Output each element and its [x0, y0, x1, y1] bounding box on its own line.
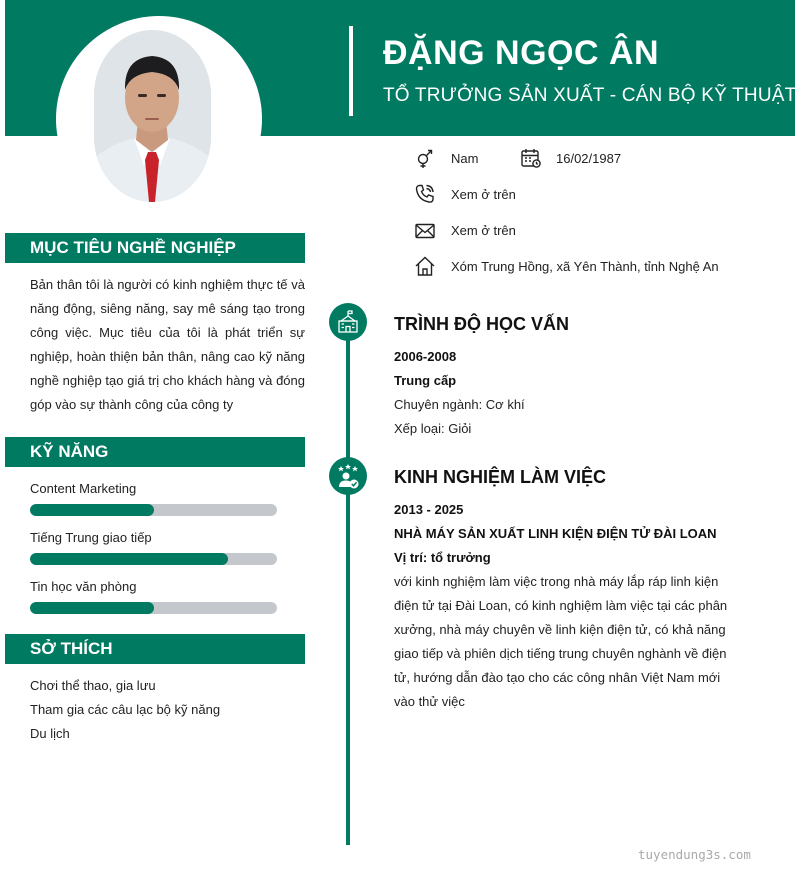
skill-bar-fill	[30, 602, 154, 614]
education-school: Trung cấp	[394, 373, 457, 388]
skill-label: Tin học văn phòng	[30, 579, 137, 594]
skill-bar	[30, 504, 277, 516]
timeline-line	[346, 320, 350, 845]
address-value: Xóm Trung Hồng, xã Yên Thành, tỉnh Nghệ An	[451, 259, 719, 274]
objective-text: Bản thân tôi là người có kinh nghiệm thực tế và năng động, siêng năng, say mê sáng tạo trong công việc. Mục tiêu của tôi là phát triển sự nghiệp, hoàn thiện bản thân, nâng cao kỹ năng nghề nghiệp tạo giá trị cho khách hàng và đóng góp vào sự thành công của công ty	[30, 277, 305, 412]
skill-bar-fill	[30, 504, 154, 516]
calendar-icon	[520, 147, 542, 169]
experience-heading: KINH NGHIỆM LÀM VIỆC	[394, 467, 607, 487]
phone-value: Xem ở trên	[451, 187, 516, 202]
skill-bar	[30, 553, 277, 565]
hobby-item: Tham gia các câu lạc bộ kỹ năng	[30, 702, 221, 717]
watermark: tuyendung3s.com	[638, 847, 751, 862]
hobbies-heading: SỞ THÍCH	[5, 634, 305, 664]
gender-value: Nam	[451, 151, 479, 166]
experience-company: NHÀ MÁY SẢN XUẤT LINH KIỆN ĐIỆN TỬ ĐÀI LOAN	[394, 526, 717, 541]
birthdate-value: 16/02/1987	[556, 151, 622, 166]
skill-label: Content Marketing	[30, 481, 137, 496]
school-icon	[329, 303, 367, 341]
email-icon	[414, 220, 436, 242]
experience-icon	[329, 457, 367, 495]
avatar	[94, 30, 211, 202]
home-icon	[414, 255, 436, 277]
candidate-name: ĐẶNG NGỌC ÂN	[383, 34, 660, 72]
gender-icon	[414, 147, 436, 169]
experience-period: 2013 - 2025	[394, 502, 464, 517]
header-divider	[349, 26, 353, 116]
education-grade: Xếp loại: Giỏi	[394, 421, 472, 436]
skill-label: Tiếng Trung giao tiếp	[30, 530, 152, 545]
skill-bar-fill	[30, 553, 228, 565]
email-value: Xem ở trên	[451, 223, 516, 238]
hobby-item: Du lịch	[30, 726, 70, 741]
experience-position: Vị trí: tổ trưởng	[394, 550, 491, 565]
job-title: TỔ TRƯỞNG SẢN XUẤT - CÁN BỘ KỸ THUẬT	[383, 85, 797, 106]
education-major: Chuyên ngành: Cơ khí	[394, 397, 525, 412]
skill-bar	[30, 602, 277, 614]
skills-heading: KỸ NĂNG	[5, 437, 305, 467]
experience-description: với kinh nghiệm làm việc trong nhà máy lắp ráp linh kiện điện tử tại Đài Loan, có kinh nghiệm làm việc tại các phân xưởng, nhà máy chuyên về linh kiện điện tử, có khả năng giao tiếp và phiên dịch tiếng trung chuyên nghành về điện tử, hướng dẫn đào tạo cho các công nhân Việt Nam mới vào thử việc	[394, 574, 728, 709]
objective-heading: MỤC TIÊU NGHỀ NGHIỆP	[5, 233, 305, 263]
phone-icon	[414, 183, 436, 205]
hobby-item: Chơi thể thao, gia lưu	[30, 678, 156, 693]
education-heading: TRÌNH ĐỘ HỌC VẤN	[394, 314, 569, 334]
education-period: 2006-2008	[394, 349, 457, 364]
